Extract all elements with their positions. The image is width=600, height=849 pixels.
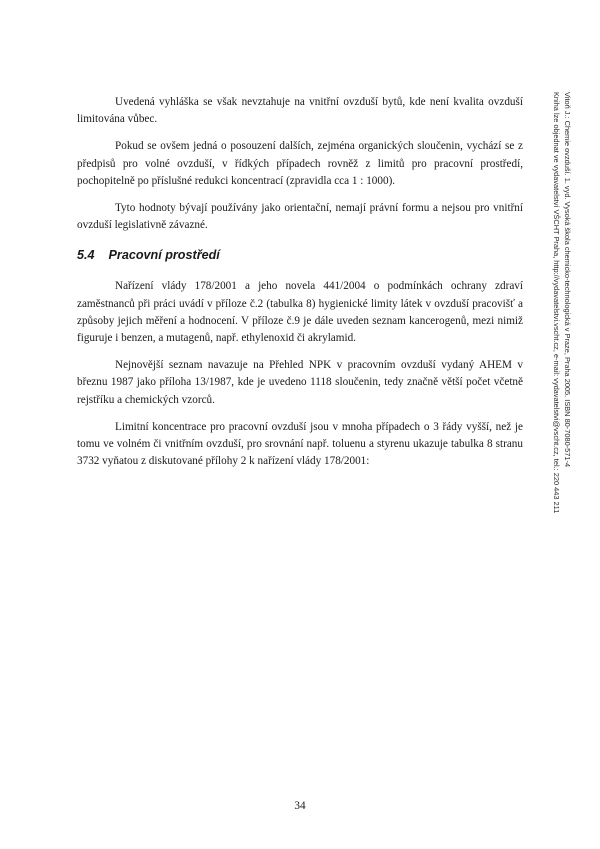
section-heading	[77, 248, 523, 262]
section-title: Pracovní prostředí	[108, 248, 220, 263]
paragraph: Limitní koncentrace pro pracovní ovzduší jsou v mnoha případech o 3 řády vyšší, než je tomu ve volném či vnitřním ovzduší, pro srovnání např. toluenu a styrenu ukazuje tabulka 8 stranu 3732 vyňatou z diskutované přílohy 2 k nařízení vlády 178/2001:	[77, 420, 523, 468]
paragraph: Tyto hodnoty bývají používány jako orientační, nemají právní formu a nejsou pro vnitřní ovzduší legislativně závazné.	[77, 202, 523, 232]
paragraph: Uvedená vyhláška se však nevztahuje na vnitřní ovzduší bytů, kde není kvalita ovzduší limitována vůbec.	[77, 96, 523, 126]
margin-citation-line-2: Kniha lze objednat ve vydavatelství VŠCHT Praha, http://vydavatelstvi.vscht.cz, e-mail: vydavatelstvi@vscht.cz, tel.: 220 443 211	[552, 92, 562, 514]
margin-citation	[551, 92, 572, 522]
page-body	[77, 94, 523, 480]
page-number: 34	[294, 800, 306, 812]
paragraph: Pokud se ovšem jedná o posouzení dalších, zejména organických sloučenin, vychází se z předpisů pro volné ovzduší, v řídkých případech rovněž z limitů pro pracovní prostředí, pochopitelně po příslušné redukci koncentrací (zpravidla cca 1 : 1000).	[77, 140, 523, 187]
margin-citation-line-1: Vitoň J.: Chemie ovzduší. 1. vyd. Vysoká škola chemicko-technologická v Praze, Praha 2005. ISBN 80-7080-571-4	[563, 92, 572, 468]
paragraph: Nejnovější seznam navazuje na Přehled NPK v pracovním ovzduší vydaný AHEM v březnu 1987 jako příloha 13/1987, kde je uvedeno 1118 sloučenin, tedy značně větší počet včetně rejstříku a chemických vzorců.	[77, 359, 523, 406]
section-number: 5.4	[77, 248, 95, 263]
paragraph: Nařízení vlády 178/2001 a jeho novela 441/2004 o podmínkách ochrany zdraví zaměstnanců při práci uvádí v příloze č.2 (tabulka 8) hygienické limity látek v ovzduší pracovišť a způsoby jejich měření a hodnocení. V příloze č.9 je dále uveden seznam kancerogenů, mezi nimiž figuruje i benzen, a mutagenů, např. ethylenoxid či akrylamid.	[77, 280, 523, 345]
